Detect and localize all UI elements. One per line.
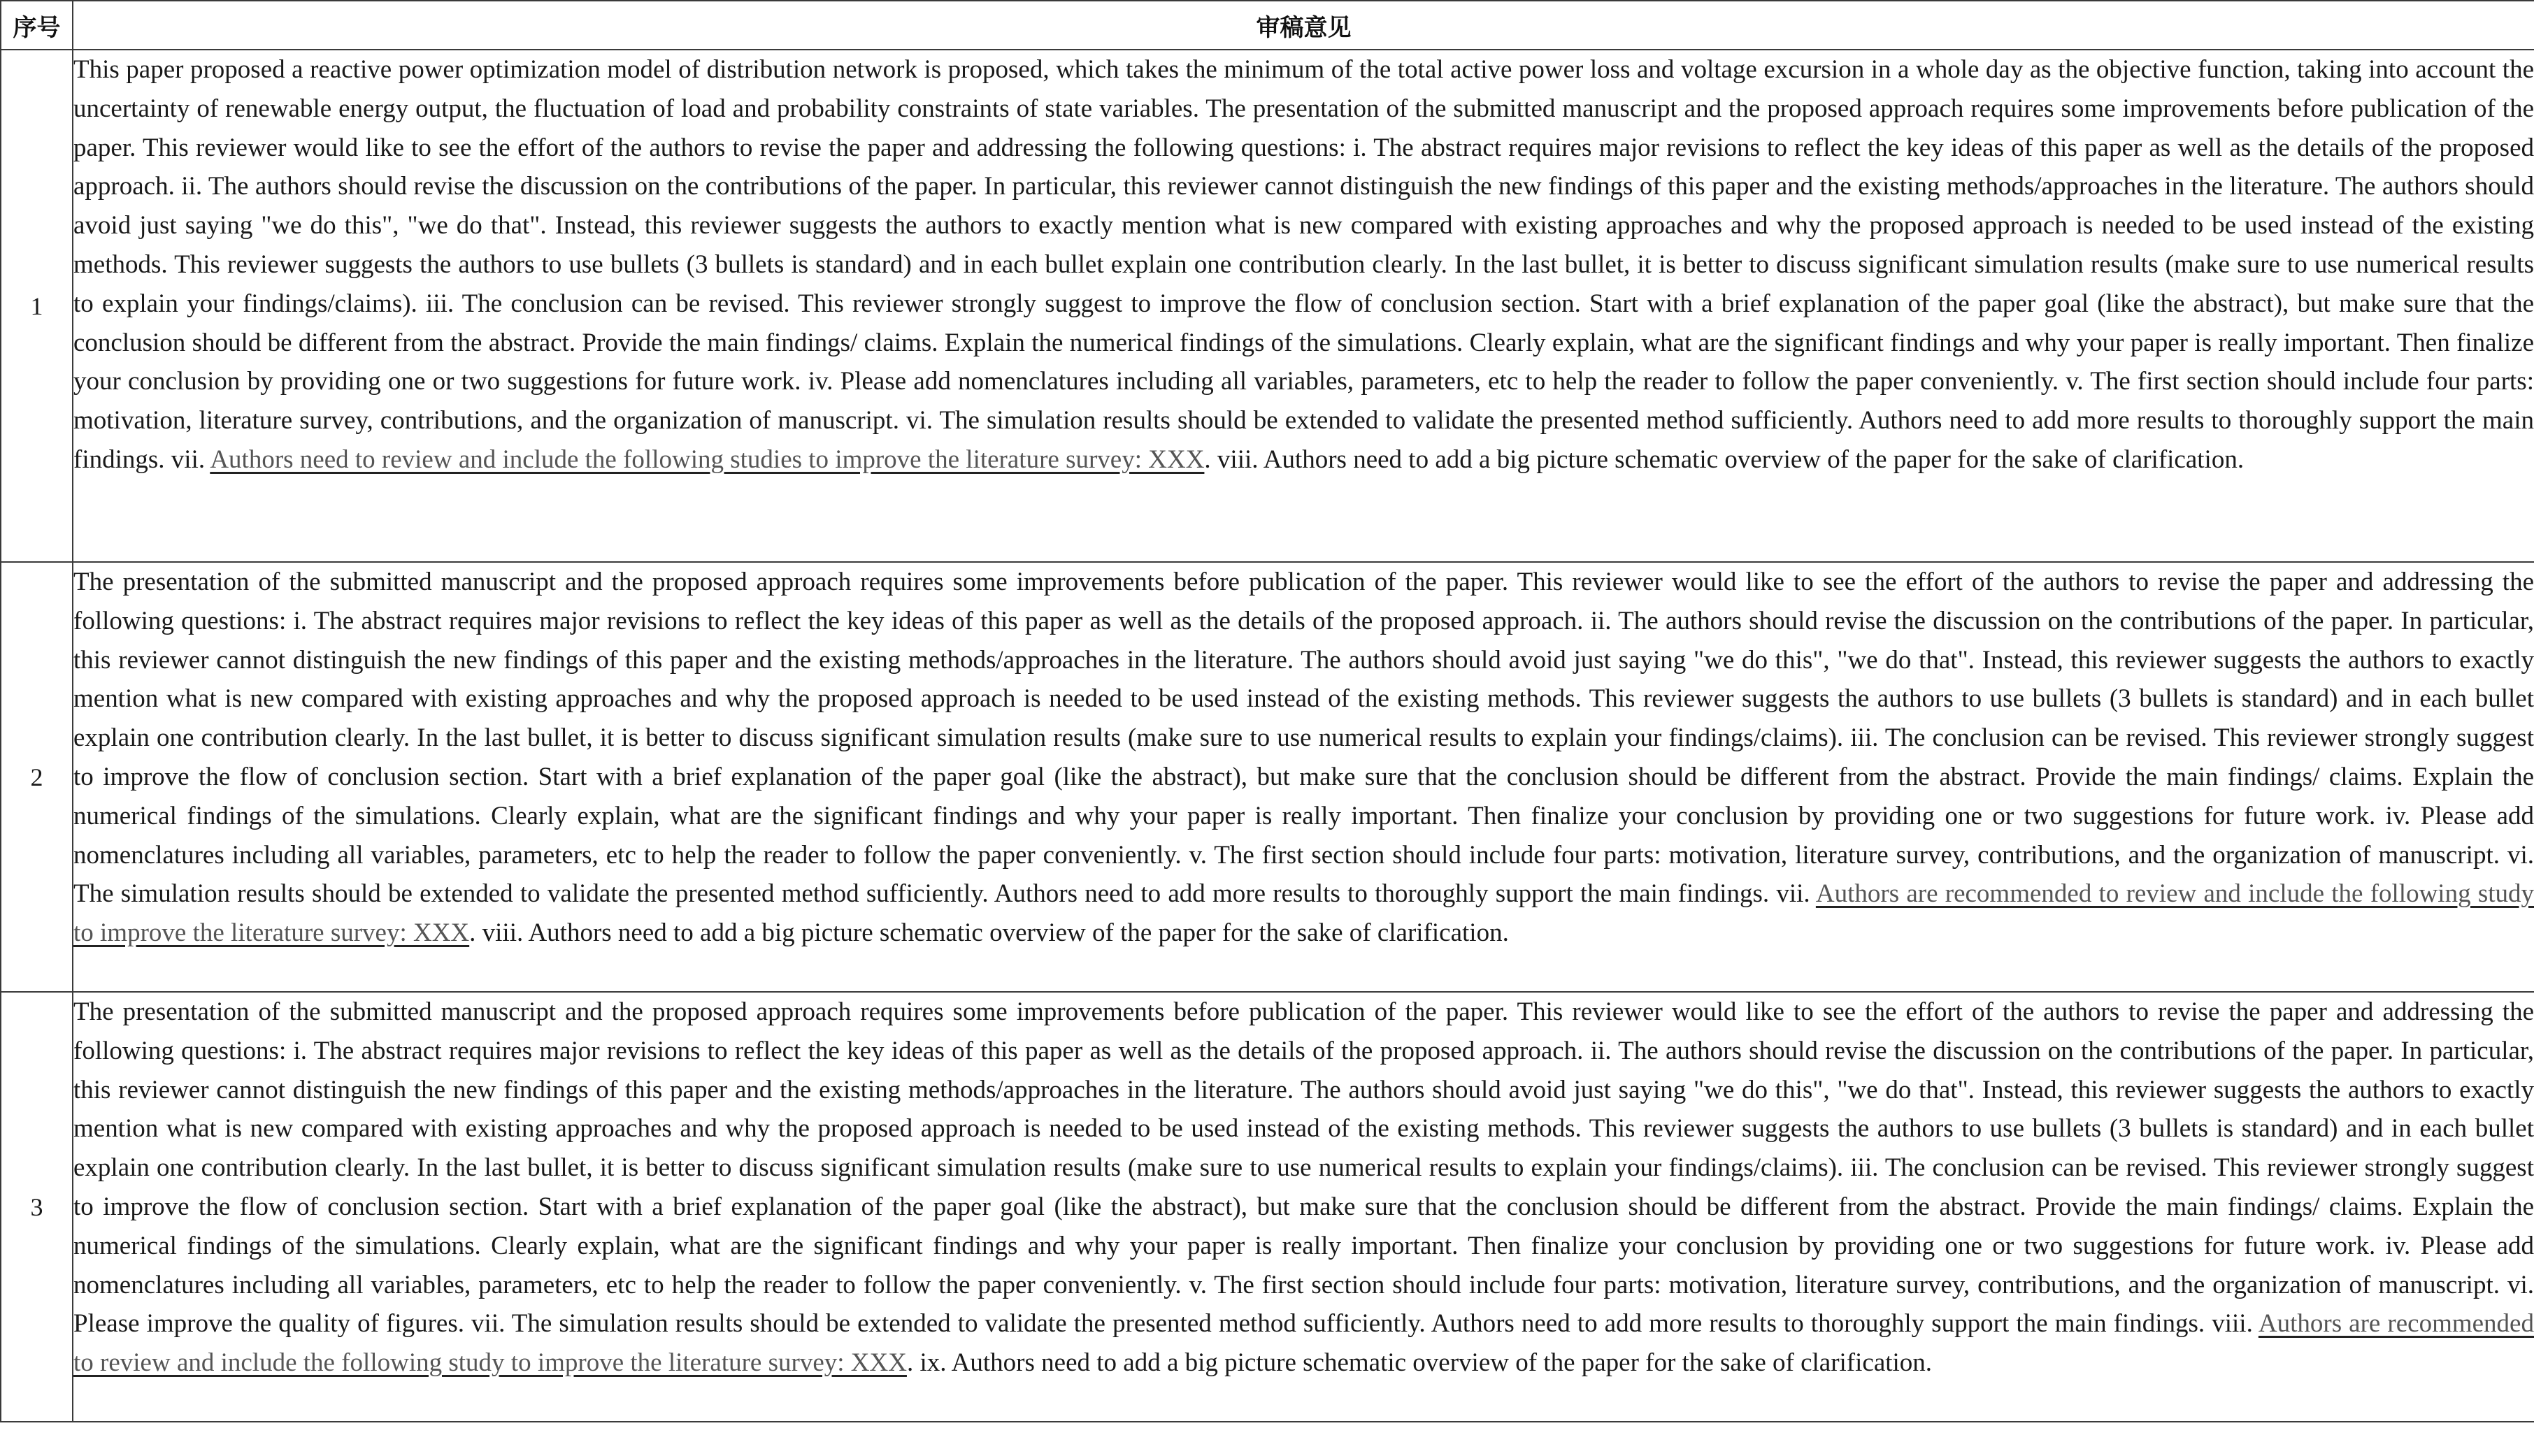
header-number: 序号 (1, 1, 73, 50)
comment-text-end: . ix. Authors need to add a big picture schematic overview of the paper for the sake of clarification. (906, 1348, 1933, 1378)
table-header-row (1, 1, 2534, 50)
literature-reference-link: Authors need to review and include the following studies to improve the literature survey: XXX (210, 445, 1205, 474)
table-row (1, 992, 2534, 1422)
row-number: 3 (1, 992, 73, 1422)
row-number: 2 (1, 562, 73, 992)
comment-text: The presentation of the submitted manuscript and the proposed approach requires some improvements before publication of the paper. This reviewer would like to see the effort of the authors to revise the paper and addressing the following questions: i. The abstract requires major revisions to reflect the key ideas of this paper as well as the details of the proposed approach. ii. The authors should revise the discussion on the contributions of the paper. In particular, this reviewer cannot distinguish the new findings of this paper and the existing methods/approaches in the literature. The authors should avoid just saying "we do this", "we do that". Instead, this reviewer suggests the authors to exactly mention what is new compared with existing approaches and why the proposed approach is needed to be used instead of the existing methods. This reviewer suggests the authors to use bullets (3 bullets is standard) and in each bullet explain one contribution clearly. In the last bullet, it is better to discuss significant simulation results (make sure to use numerical results to explain your findings/claims). iii. The conclusion can be revised. This reviewer strongly suggest to improve the flow of conclusion section. Start with a brief explanation of the paper goal (like the abstract), but make sure that the conclusion should be different from the abstract. Provide the main findings/ claims. Explain the numerical findings of the simulations. Clearly explain, what are the significant findings and why your paper is really important. Then finalize your conclusion by providing one or two suggestions for future work. iv. Please add nomenclatures including all variables, parameters, etc to help the reader to follow the paper conveniently. v. The first section should include four parts: motivation, literature survey, contributions, and the organization of manuscript. vi. Please improve the quality of figures. vii. The simulation results should be extended to validate the presented method sufficiently. Authors need to add more results to thoroughly support the main findings. viii. (73, 997, 2534, 1339)
comment-text: The presentation of the submitted manuscript and the proposed approach requires some improvements before publication of the paper. This reviewer would like to see the effort of the authors to revise the paper and addressing the following questions: i. The abstract requires major revisions to reflect the key ideas of this paper as well as the details of the proposed approach. ii. The authors should revise the discussion on the contributions of the paper. In particular, this reviewer cannot distinguish the new findings of this paper and the existing methods/approaches in the literature. The authors should avoid just saying "we do this", "we do that". Instead, this reviewer suggests the authors to exactly mention what is new compared with existing approaches and why the proposed approach is needed to be used instead of the existing methods. This reviewer suggests the authors to use bullets (3 bullets is standard) and in each bullet explain one contribution clearly. In the last bullet, it is better to discuss significant simulation results (make sure to use numerical results to explain your findings/claims). iii. The conclusion can be revised. This reviewer strongly suggest to improve the flow of conclusion section. Start with a brief explanation of the paper goal (like the abstract), but make sure that the conclusion should be different from the abstract. Provide the main findings/ claims. Explain the numerical findings of the simulations. Clearly explain, what are the significant findings and why your paper is really important. Then finalize your conclusion by providing one or two suggestions for future work. iv. Please add nomenclatures including all variables, parameters, etc to help the reader to follow the paper conveniently. v. The first section should include four parts: motivation, literature survey, contributions, and the organization of manuscript. vi. The simulation results should be extended to validate the presented method sufficiently. Authors need to add more results to thoroughly support the main findings. vii. (73, 568, 2534, 909)
table-row (1, 50, 2534, 562)
comment-text: This paper proposed a reactive power optimization model of distribution network is proposed, which takes the minimum of the total active power loss and voltage excursion in a whole day as the objective function, taking into account the uncertainty of renewable energy output, the fluctuation of load and probability constraints of state variables. The presentation of the submitted manuscript and the proposed approach requires some improvements before publication of the paper. This reviewer would like to see the effort of the authors to revise the paper and addressing the following questions: i. The abstract requires major revisions to reflect the key ideas of this paper as well as the details of the proposed approach. ii. The authors should revise the discussion on the contributions of the paper. In particular, this reviewer cannot distinguish the new findings of this paper and the existing methods/approaches in the literature. The authors should avoid just saying "we do this", "we do that". Instead, this reviewer suggests the authors to exactly mention what is new compared with existing approaches and why the proposed approach is needed to be used instead of the existing methods. This reviewer suggests the authors to use bullets (3 bullets is standard) and in each bullet explain one contribution clearly. In the last bullet, it is better to discuss significant simulation results (make sure to use numerical results to explain your findings/claims). iii. The conclusion can be revised. This reviewer strongly suggest to improve the flow of conclusion section. Start with a brief explanation of the paper goal (like the abstract), but make sure that the conclusion should be different from the abstract. Provide the main findings/ claims. Explain the numerical findings of the simulations. Clearly explain, what are the significant findings and why your paper is really important. Then finalize your conclusion by providing one or two suggestions for future work. iv. Please add nomenclatures including all variables, parameters, etc to help the reader to follow the paper conveniently. v. The first section should include four parts: motivation, literature survey, contributions, and the organization of manuscript. vi. The simulation results should be extended to validate the presented method sufficiently. Authors need to add more results to thoroughly support the main findings. vii. (73, 55, 2534, 474)
review-comment (73, 562, 2534, 992)
row-number: 1 (1, 50, 73, 562)
literature-reference-link: Authors are recommended to review and include the following study to improve the literature survey: XXX (73, 879, 2534, 948)
comment-text-end: . viii. Authors need to add a big picture schematic overview of the paper for the sake of clarification. (1204, 445, 2245, 474)
comment-text-end: . viii. Authors need to add a big picture schematic overview of the paper for the sake of clarification. (469, 918, 1509, 948)
table-row (1, 562, 2534, 992)
literature-reference-link: Authors are recommended to review and include the following study to improve the literature survey: XXX (73, 1309, 2534, 1378)
header-comments: 审稿意见 (73, 1, 2534, 50)
review-comment (73, 992, 2534, 1422)
review-comment (73, 50, 2534, 562)
